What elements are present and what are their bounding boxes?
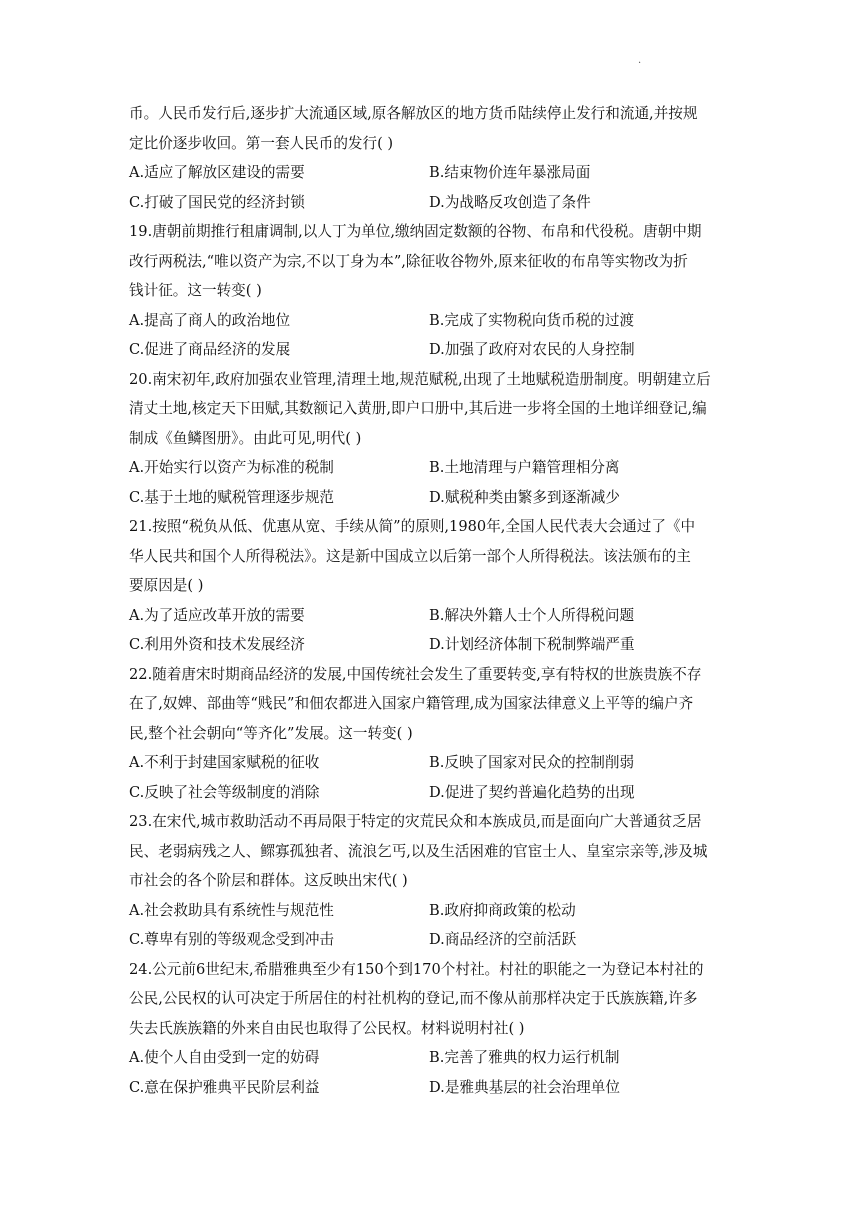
option-row [129, 306, 729, 336]
question-text-line: 民,整个社会朝向“等齐化”发展。这一转变( ) [129, 724, 413, 742]
option-a: A.社会救助具有系统性与规范性 [129, 901, 334, 919]
option-d: D.计划经济体制下税制弊端严重 [429, 636, 635, 653]
question-list [129, 99, 729, 1102]
option-c: C.利用外资和技术发展经济 [129, 636, 305, 653]
option-c: C.尊卑有别的等级观念受到冲击 [129, 931, 335, 948]
option-row [129, 453, 729, 483]
question-text-line: 清丈土地,核定天下田赋,其数额记入黄册,即户口册中,其后进一步将全国的土地详细登记,编 [129, 400, 707, 417]
question-text-line: 22.随着唐宋时期商品经济的发展,中国传统社会发生了重要转变,享有特权的世族贵族不存 [129, 665, 702, 683]
option-a: A.开始实行以资产为标准的税制 [129, 459, 334, 476]
question-text-line: 在了,奴婢、部曲等“贱民”和佃农都进入国家户籍管理,成为国家法律意义上平等的编户齐 [129, 695, 694, 712]
option-d: D.是雅典基层的社会治理单位 [429, 1078, 620, 1096]
option-b: B.完成了实物税向货币税的过渡 [429, 311, 635, 329]
option-b: B.土地清理与户籍管理相分离 [429, 459, 620, 476]
option-row [129, 335, 729, 365]
option-row [129, 778, 729, 808]
option-b: B.反映了国家对民众的控制削弱 [429, 754, 635, 771]
corner-mark: . [638, 55, 642, 66]
option-b: B.结束物价连年暴涨局面 [429, 164, 591, 181]
question-text-line: 24.公元前6世纪末,希腊雅典至少有150个到170个村社。村社的职能之一为登记本村社的 [129, 960, 704, 978]
option-a: A.使个人自由受到一定的妨碍 [129, 1049, 320, 1066]
option-row [129, 188, 729, 218]
option-row [129, 158, 729, 188]
option-b: B.政府抑商政策的松动 [429, 901, 576, 919]
option-d: D.赋税种类由繁多到逐渐减少 [429, 488, 620, 506]
question-20 [129, 365, 729, 513]
option-row [129, 748, 729, 778]
option-d: D.为战略反攻创造了条件 [429, 193, 591, 211]
question-text-line: 公民,公民权的认可决定于所居住的村社机构的登记,而不像从前那样决定于氏族族籍,许多 [129, 990, 698, 1007]
question-text-line: 改行两税法,“唯以资产为宗,不以丁身为本”,除征收谷物外,原来征收的布帛等实物改为折 [129, 252, 688, 270]
question-text-line: 19.唐朝前期推行租庸调制,以人丁为单位,缴纳固定数额的谷物、布帛和代役税。唐朝中期 [129, 223, 702, 240]
option-row [129, 483, 729, 513]
option-b: B.解决外籍人士个人所得税问题 [429, 606, 635, 624]
option-c: C.基于土地的赋税管理逐步规范 [129, 488, 335, 506]
question-text-line: 钱计征。这一转变( ) [129, 282, 262, 299]
question-text-line: 要原因是( ) [129, 577, 204, 594]
question-18 [129, 99, 729, 217]
option-row [129, 925, 729, 955]
option-a: A.为了适应改革开放的需要 [129, 606, 305, 624]
question-text-line: 失去氏族族籍的外来自由民也取得了公民权。材料说明村社( ) [129, 1019, 525, 1037]
question-text-line: 23.在宋代,城市救助活动不再局限于特定的灾荒民众和本族成员,而是面向广大普通贫乏居 [129, 813, 702, 830]
option-row [129, 1073, 729, 1103]
question-text-line: 华人民共和国个人所得税法》。这是新中国成立以后第一部个人所得税法。该法颁布的主 [129, 547, 691, 565]
option-c: C.打破了国民党的经济封锁 [129, 193, 305, 211]
question-19 [129, 217, 729, 365]
question-text-line: 制成《鱼鳞图册》。由此可见,明代( ) [129, 429, 362, 447]
question-21 [129, 512, 729, 660]
question-text-line: 民、老弱病残之人、鳏寡孤独者、流浪乞丐,以及生活困难的官宦士人、皇室宗亲等,涉及城 [129, 842, 708, 860]
question-22 [129, 660, 729, 808]
question-23 [129, 807, 729, 955]
question-text-line: 21.按照“税负从低、优惠从宽、手续从简”的原则,1980年,全国人民代表大会通过了《中 [129, 518, 696, 535]
option-c: C.促进了商品经济的发展 [129, 341, 291, 358]
option-a: A.提高了商人的政治地位 [129, 311, 291, 329]
option-row [129, 896, 729, 926]
option-d: D.促进了契约普遍化趋势的出现 [429, 783, 635, 801]
question-text-line: 市社会的各个阶层和群体。这反映出宋代( ) [129, 872, 408, 889]
question-text-line: 定比价逐步收回。第一套人民币的发行( ) [129, 134, 394, 152]
option-row [129, 601, 729, 631]
question-text-line: 20.南宋初年,政府加强农业管理,清理土地,规范赋税,出现了土地赋税造册制度。明朝建立后 [129, 370, 711, 388]
option-a: A.不利于封建国家赋税的征收 [129, 754, 320, 771]
option-row [129, 630, 729, 660]
question-text-line: 币。人民币发行后,逐步扩大流通区域,原各解放区的地方货币陆续停止发行和流通,并按规 [129, 105, 698, 122]
option-d: D.加强了政府对农民的人身控制 [429, 341, 635, 358]
option-d: D.商品经济的空前活跃 [429, 931, 577, 948]
option-b: B.完善了雅典的权力运行机制 [429, 1049, 620, 1066]
option-c: C.反映了社会等级制度的消除 [129, 783, 320, 801]
option-a: A.适应了解放区建设的需要 [129, 164, 305, 181]
option-row [129, 1043, 729, 1073]
question-24 [129, 955, 729, 1103]
option-c: C.意在保护雅典平民阶层利益 [129, 1078, 320, 1096]
